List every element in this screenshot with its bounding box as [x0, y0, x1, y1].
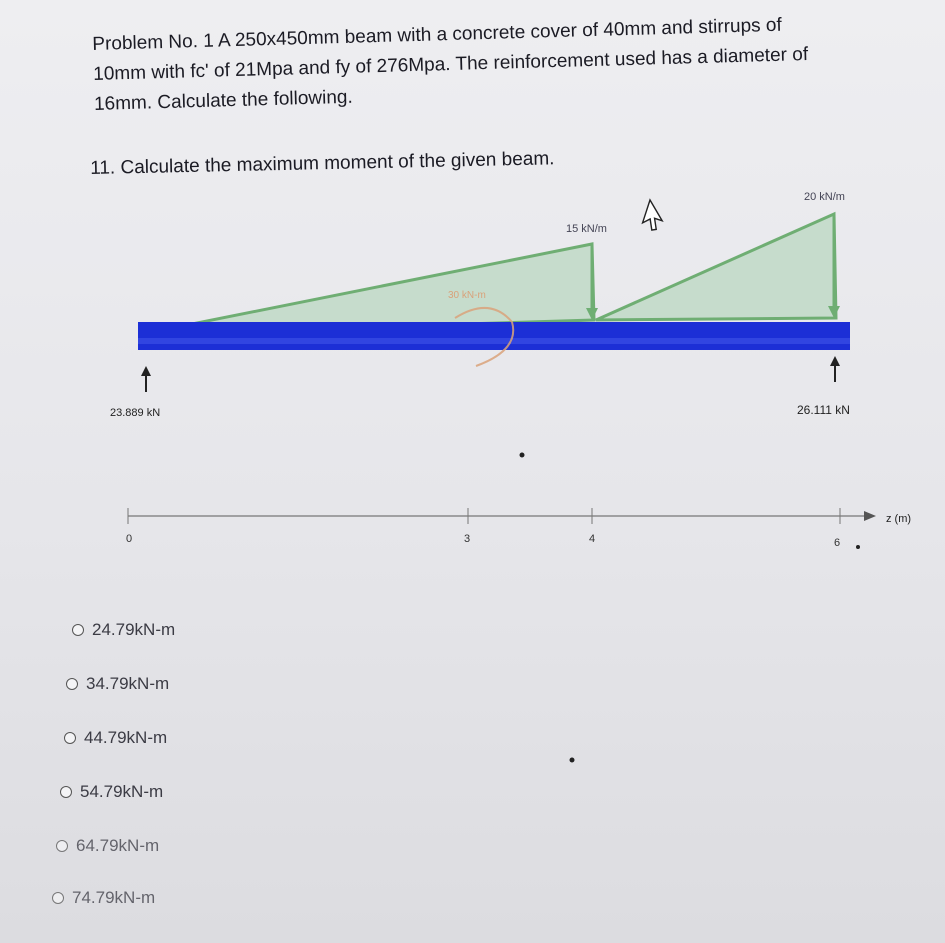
radio-button[interactable] — [66, 678, 78, 690]
choice-option-4[interactable] — [60, 782, 163, 802]
radio-button[interactable] — [52, 892, 64, 904]
choice-label: 24.79kN-m — [92, 620, 176, 639]
problem-line-2: 10mm with fc' of 21Mpa and fy of 276Mpa. The reinforcement used has a diameter of — [92, 44, 809, 85]
load-label-left: 15 kN/m — [566, 223, 607, 235]
radio-button[interactable] — [64, 732, 76, 744]
choice-option-5[interactable] — [56, 836, 159, 856]
question-text: 11. Calculate the maximum moment of the given beam. — [90, 148, 555, 179]
radio-button[interactable] — [72, 624, 84, 636]
load-label-right: 20 kN/m — [804, 191, 845, 203]
choice-label: 34.79kN-m — [86, 674, 170, 693]
axis-tick-label-3: 3 — [464, 533, 471, 545]
choice-label: 74.79kN-m — [72, 888, 156, 907]
choice-label: 44.79kN-m — [84, 728, 168, 747]
choice-option-1[interactable] — [72, 620, 175, 640]
reaction-label-left: 23.889 kN — [110, 407, 161, 419]
axis-tick-label-4: 4 — [589, 533, 596, 545]
choice-option-6[interactable] — [52, 888, 155, 908]
moment-label: 30 kN-m — [448, 290, 486, 301]
reaction-label-right: 26.111 kN — [797, 403, 850, 417]
choice-option-2[interactable] — [66, 674, 169, 694]
radio-button[interactable] — [60, 786, 72, 798]
axis-tick-label-6: 6 — [834, 537, 841, 549]
choice-label: 64.79kN-m — [76, 836, 160, 855]
problem-line-3: 16mm. Calculate the following. — [93, 86, 354, 115]
problem-line-1: Problem No. 1 A 250x450mm beam with a concrete cover of 40mm and stirrups of — [92, 14, 783, 55]
axis-label: z (m) — [886, 513, 912, 525]
radio-button[interactable] — [56, 840, 68, 852]
choice-label: 54.79kN-m — [80, 782, 164, 801]
axis-tick-label-0: 0 — [126, 533, 133, 545]
choice-option-3[interactable] — [64, 728, 167, 748]
